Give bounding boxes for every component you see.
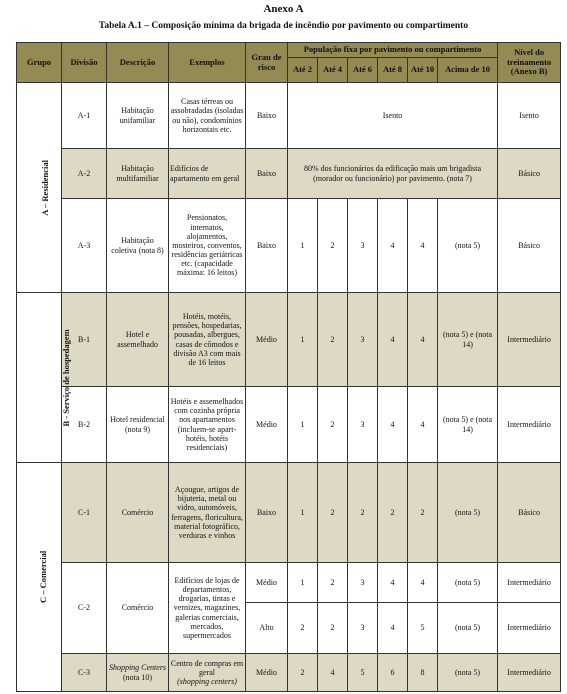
row-b1-ate-4: 2 [318,293,348,387]
row-c2a-acima-10: (nota 5) [438,563,498,603]
row-a3-examples: Pensionatos, internatos, alojamentos, mosteiros, conventos, residências geriátricas etc. (capacidade máxima: 16 leitos) [169,199,246,293]
row-a3-ate-10: 4 [408,199,438,293]
row-c2b-training: Intermediário [498,603,561,654]
row-c1-ate-10: 2 [408,463,438,563]
row-a3-risk: Baixo [246,199,288,293]
row-c1-division: C-1 [62,463,107,563]
row-c2b-ate-6: 3 [348,603,378,654]
row-c3-examples-italic: (shopping centers) [177,677,237,687]
row-b2-examples: Hotéis e assemelhados com cozinha própria nos apartamentos (incluem-se apart-hotéis, hotéis residenciais) [169,387,246,463]
group-b-cell [17,293,71,463]
row-c2-description: Comércio [107,563,169,654]
row-c3-ate-8: 6 [378,654,408,692]
row-c3-ate-6: 5 [348,654,378,692]
row-b2-risk: Médio [246,387,288,463]
row-c2b-ate-10: 5 [408,603,438,654]
row-c3-examples-text: Centro de compras em geral [170,658,244,677]
row-c3-acima-10: (nota 5) [438,654,498,692]
row-c1-examples: Açougue, artigos de bijuteria, metal ou vidro, automóveis, ferragens, floricultura, material fotográfico, verduras e vinhos [169,463,246,563]
row-c3-description-italic: Shopping Centers [108,663,167,673]
row-c2b-risk: Alto [246,603,288,654]
row-a3-ate-6: 3 [348,199,378,293]
header-acima-10: Acima de 10 [438,58,498,83]
row-c2a-training: Intermediário [498,563,561,603]
row-b2-ate-6: 3 [348,387,378,463]
row-a1-training: Isento [498,83,561,149]
row-c2b-ate-2: 2 [288,603,318,654]
row-b2-training: Intermediário [498,387,561,463]
row-b1-division: B-1 [62,293,107,387]
group-c-cell [17,463,62,692]
group-a-label: A – Residencial [39,159,50,216]
row-c3-ate-10: 8 [408,654,438,692]
row-c3-risk: Médio [246,654,288,692]
row-b2-ate-2: 1 [288,387,318,463]
row-b2-ate-4: 2 [318,387,348,463]
row-c2a-ate-8: 4 [378,563,408,603]
row-c3-description-note: (nota 10) [122,672,153,682]
row-b1-acima-10: (nota 5) e (nota 14) [438,293,498,387]
row-a2-risk: Baixo [246,149,288,199]
group-c-label: C – Comercial [38,550,49,604]
row-c2b-ate-8: 4 [378,603,408,654]
row-a3-training: Básico [498,199,561,293]
header-divisao: Divisão [62,43,107,83]
header-ate-8: Até 8 [378,58,408,83]
group-b-label: B - Serviço de hospedagem [60,328,71,427]
row-b1-description: Hotel e assemelhado [107,293,169,387]
row-a3-ate-2: 1 [288,199,318,293]
row-c1-ate-8: 2 [378,463,408,563]
row-a3-ate-8: 4 [378,199,408,293]
annex-heading: Anexo A [263,3,304,15]
row-c2a-ate-2: 1 [288,563,318,603]
row-b1-ate-10: 4 [408,293,438,387]
row-c3-description [107,654,169,692]
row-c3-ate-4: 4 [318,654,348,692]
row-a1-examples: Casas térreas ou assobradadas (isoladas ou não), condomínios horizontais etc. [169,83,246,149]
brigade-table [16,42,561,692]
row-a3-division: A-3 [62,199,107,293]
header-exemplos: Exemplos [169,43,246,83]
header-ate-4: Até 4 [318,58,348,83]
row-a2-population: 80% dos funcionários da edificação mais um brigadista (morador ou funcionário) por pavimento. (nota 7) [288,149,498,199]
header-grau: Grau de risco [246,43,288,83]
row-a3-description: Habitação coletiva (nota 8) [107,199,169,293]
row-c2a-risk: Médio [246,563,288,603]
row-a2-examples: Edifícios de apartamento em geral [169,149,246,199]
row-c3-division: C-3 [62,654,107,692]
header-nivel: Nível do treinamento (Anexo B) [498,43,561,83]
row-b2-ate-8: 4 [378,387,408,463]
row-c1-ate-6: 2 [348,463,378,563]
row-c3-ate-2: 2 [288,654,318,692]
row-c1-description: Comércio [107,463,169,563]
row-a2-description: Habitação multifamiliar [107,149,169,199]
header-ate-2: Até 2 [288,58,318,83]
row-c2a-ate-4: 2 [318,563,348,603]
row-b1-ate-6: 3 [348,293,378,387]
row-a3-acima-10: (nota 5) [438,199,498,293]
header-ate-6: Até 6 [348,58,378,83]
row-b2-acima-10: (nota 5) e (nota 14) [438,387,498,463]
row-c1-risk: Baixo [246,463,288,563]
row-a2-training: Básico [498,149,561,199]
row-c2b-ate-4: 2 [318,603,348,654]
header-ate-10: Até 10 [408,58,438,83]
header-grupo: Grupo [17,43,62,83]
row-c3-examples [169,654,246,692]
row-b2-division: B-2 [62,387,107,463]
table-title: Tabela A.1 – Composição mínima da brigada de incêndio por pavimento ou compartimento [98,21,469,31]
group-a-cell [17,83,62,293]
row-a1-risk: Baixo [246,83,288,149]
row-c2b-acima-10: (nota 5) [438,603,498,654]
row-c1-acima-10: (nota 5) [438,463,498,563]
row-a3-ate-4: 2 [318,199,348,293]
row-c2-examples: Edifícios de lojas de departamentos, drogarias, tintas e vernizes, magazines, galerias comerciais, mercados, supermercados [169,563,246,654]
row-b1-ate-2: 1 [288,293,318,387]
row-b1-examples: Hotéis, motéis, pensões, hospedarias, pousadas, albergues, casas de cômodos e divisão A3 com mais de 16 leitos [169,293,246,387]
header-populacao: População fixa por pavimento ou compartimento [288,43,498,58]
row-c1-training: Básico [498,463,561,563]
row-a1-division: A-1 [62,83,107,149]
row-c3-training: Intermediário [498,654,561,692]
row-a1-population: Isento [288,83,498,149]
row-c2a-ate-6: 3 [348,563,378,603]
row-c2a-ate-10: 4 [408,563,438,603]
row-b2-ate-10: 4 [408,387,438,463]
header-descricao: Descrição [107,43,169,83]
row-b1-ate-8: 4 [378,293,408,387]
row-a1-description: Habitação unifamiliar [107,83,169,149]
row-c2-division: C-2 [62,563,107,654]
row-c1-ate-2: 1 [288,463,318,563]
row-b2-description: Hotel residencial (nota 9) [107,387,169,463]
row-b1-risk: Médio [246,293,288,387]
row-b1-training: Intermediário [498,293,561,387]
row-c1-ate-4: 2 [318,463,348,563]
row-a2-division: A-2 [62,149,107,199]
